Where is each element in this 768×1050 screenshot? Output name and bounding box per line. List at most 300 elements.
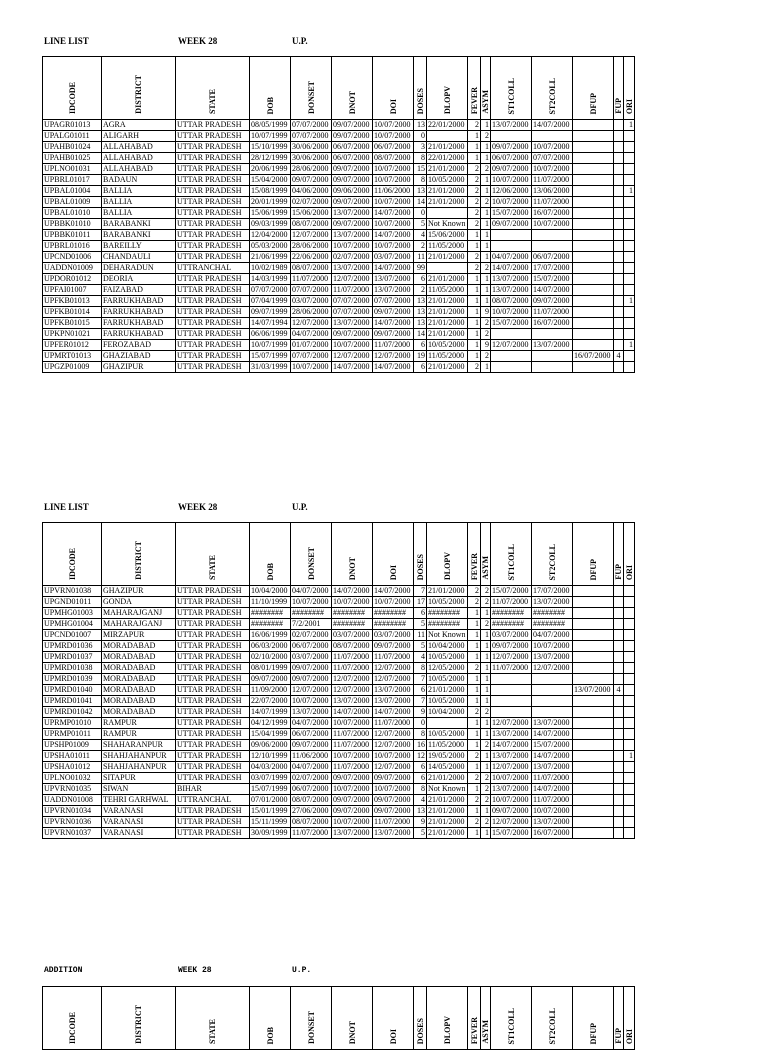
cell-dob: 07/07/2000 [250,285,291,296]
cell-dfup [573,707,614,718]
section-header [42,966,635,980]
column-header-fup [614,987,624,1050]
cell-idcode: UPGND01011 [43,597,102,608]
cell-dlopv: 10/05/2000 [427,597,468,608]
cell-asym: 1 [481,641,491,652]
cell-doses: 2 [414,241,427,252]
cell-asym: 2 [481,318,491,329]
cell-st2coll: 14/07/2000 [532,729,573,740]
cell-district: BALLIA [102,208,176,219]
cell-doses: 8 [414,663,427,674]
cell-fup [614,142,624,153]
cell-fever: 2 [468,795,481,806]
cell-dfup [573,817,614,828]
cell-ori [624,696,635,707]
cell-idcode: UPFKB01013 [43,296,102,307]
column-header-doses [414,523,427,586]
header-row [43,987,635,1050]
cell-dob: 14/03/1999 [250,274,291,285]
cell-st1coll: 04/07/2000 [491,252,532,263]
cell-ori [624,773,635,784]
cell-asym: 2 [481,197,491,208]
cell-asym: 1 [481,186,491,197]
cell-doi: 10/07/2000 [373,784,414,795]
cell-fup [614,608,624,619]
cell-state: UTTAR PRADESH [176,142,250,153]
cell-asym: 1 [481,230,491,241]
cell-doi: 10/07/2000 [373,219,414,230]
cell-dlopv: 11/05/2000 [427,241,468,252]
cell-district: BAREILLY [102,241,176,252]
cell-donset: 7/2/2001 [291,619,332,630]
column-header-dfup [573,523,614,586]
column-header-donset [291,987,332,1050]
cell-st2coll: 12/07/2000 [532,663,573,674]
cell-asym: 1 [481,718,491,729]
cell-fup [614,806,624,817]
cell-doi: 14/07/2000 [373,362,414,373]
cell-dob: 22/07/2000 [250,696,291,707]
cell-state: UTTAR PRADESH [176,340,250,351]
cell-dfup [573,285,614,296]
cell-doses: 19 [414,351,427,362]
column-header-idcode [43,523,102,586]
cell-dfup [573,186,614,197]
cell-dob: 16/06/1999 [250,630,291,641]
section-header [42,502,635,516]
cell-fever: 2 [468,707,481,718]
table-row [43,164,635,175]
cell-dnot: 09/07/2000 [332,164,373,175]
cell-asym: 2 [481,773,491,784]
cell-asym: 1 [481,751,491,762]
cell-fup [614,718,624,729]
cell-state: UTTAR PRADESH [176,828,250,839]
cell-asym: 2 [481,164,491,175]
cell-state: UTTRANCHAL [176,795,250,806]
cell-st2coll [532,241,573,252]
cell-doses: 0 [414,718,427,729]
cell-dfup [573,241,614,252]
cell-district: MIRZAPUR [102,630,176,641]
cell-fup [614,663,624,674]
section-title: LINE LIST [44,502,89,512]
cell-idcode: UPMHG01003 [43,608,102,619]
cell-st1coll: 15/07/2000 [491,318,532,329]
column-header-st2coll [532,57,573,120]
cell-fever: 2 [468,252,481,263]
cell-dnot: 09/07/2000 [332,773,373,784]
cell-ori [624,241,635,252]
table-row [43,630,635,641]
cell-st2coll: 14/07/2000 [532,120,573,131]
cell-st2coll: 14/07/2000 [532,784,573,795]
cell-doses: 6 [414,773,427,784]
cell-donset: ######## [291,608,332,619]
cell-state: BIHAR [176,784,250,795]
cell-dnot: 14/07/2000 [332,586,373,597]
cell-st2coll: 17/07/2000 [532,263,573,274]
cell-dob: 11/09/2000 [250,685,291,696]
cell-district: MORADABAD [102,696,176,707]
cell-dob: 08/05/1999 [250,120,291,131]
cell-st2coll: 10/07/2000 [532,641,573,652]
cell-fup [614,795,624,806]
cell-donset: 10/07/2000 [291,597,332,608]
table-row [43,652,635,663]
cell-district: FARRUKHABAD [102,296,176,307]
table-row [43,252,635,263]
addition-table [42,986,635,1050]
cell-idcode: UPRMP01011 [43,729,102,740]
cell-dob: 14/07/1999 [250,707,291,718]
cell-doses: 13 [414,307,427,318]
cell-donset: 09/07/2000 [291,175,332,186]
cell-dfup [573,252,614,263]
cell-dfup [573,296,614,307]
cell-doi: 03/07/2000 [373,630,414,641]
table-row [43,186,635,197]
cell-donset: 15/06/2000 [291,208,332,219]
table-row [43,175,635,186]
cell-doses: 13 [414,806,427,817]
cell-asym: 1 [481,630,491,641]
cell-state: UTTAR PRADESH [176,608,250,619]
cell-doses: 5 [414,641,427,652]
column-header-label: FUP [614,1028,623,1044]
cell-donset: 10/07/2000 [291,362,332,373]
cell-donset: 12/07/2000 [291,685,332,696]
cell-state: UTTAR PRADESH [176,351,250,362]
cell-ori [624,608,635,619]
cell-fup [614,674,624,685]
cell-st1coll [491,674,532,685]
column-header-label: ASYM [481,90,490,114]
cell-doi: 11/07/2000 [373,718,414,729]
cell-donset: 08/07/2000 [291,795,332,806]
cell-donset: 07/07/2000 [291,120,332,131]
cell-doi: 10/07/2000 [373,241,414,252]
cell-donset: 04/07/2000 [291,329,332,340]
cell-fever: 1 [468,241,481,252]
column-header-fup [614,523,624,586]
cell-donset: 02/07/2000 [291,197,332,208]
cell-fup [614,340,624,351]
column-header-st1coll [491,523,532,586]
cell-ori: 1 [624,120,635,131]
cell-dnot: 11/07/2000 [332,285,373,296]
cell-state: UTTAR PRADESH [176,329,250,340]
cell-district: FARRUKHABAD [102,318,176,329]
cell-doses: 17 [414,597,427,608]
cell-ori [624,252,635,263]
cell-st1coll: 13/07/2000 [491,729,532,740]
cell-district: MORADABAD [102,707,176,718]
column-header-fever [468,987,481,1050]
section-title: LINE LIST [44,36,89,46]
cell-ori [624,153,635,164]
cell-doses: 13 [414,296,427,307]
cell-dnot: 10/07/2000 [332,751,373,762]
cell-doses: 6 [414,274,427,285]
cell-state: UTTAR PRADESH [176,817,250,828]
cell-doses: 3 [414,142,427,153]
cell-dob: 09/07/1999 [250,307,291,318]
cell-district: FEROZABAD [102,340,176,351]
cell-st2coll [532,674,573,685]
cell-st2coll: 13/07/2000 [532,597,573,608]
cell-dfup [573,197,614,208]
cell-dfup [573,164,614,175]
cell-ori [624,674,635,685]
cell-doi: 14/07/2000 [373,586,414,597]
cell-fup [614,307,624,318]
cell-dnot: 06/07/2000 [332,142,373,153]
cell-dlopv: 11/05/2000 [427,285,468,296]
cell-dlopv: 10/05/2000 [427,652,468,663]
cell-ori [624,817,635,828]
cell-dfup [573,619,614,630]
cell-fup [614,219,624,230]
cell-fever: 2 [468,219,481,230]
table-row [43,718,635,729]
cell-fup [614,131,624,142]
cell-dfup [573,131,614,142]
column-header-label: DLOPV [442,86,452,114]
cell-district: FAIZABAD [102,285,176,296]
cell-fup [614,817,624,828]
column-header-district [102,987,176,1050]
cell-doi: 13/07/2000 [373,828,414,839]
column-header-label: FEVER [469,552,479,580]
cell-dfup [573,740,614,751]
cell-st1coll: 08/07/2000 [491,296,532,307]
cell-doses: 7 [414,696,427,707]
header-row [43,57,635,120]
column-header-dfup [573,57,614,120]
cell-st2coll: 11/07/2000 [532,773,573,784]
cell-fever: 1 [468,608,481,619]
cell-idcode: UPVRN01035 [43,784,102,795]
cell-idcode: UPFKB01014 [43,307,102,318]
cell-doses: 4 [414,230,427,241]
cell-idcode: UPAGR01013 [43,120,102,131]
cell-st1coll: 14/07/2000 [491,740,532,751]
cell-idcode: UPVRN01037 [43,828,102,839]
cell-dlopv: ######## [427,608,468,619]
cell-fever: 1 [468,131,481,142]
cell-doses: 12 [414,751,427,762]
cell-dlopv: 21/01/2000 [427,685,468,696]
cell-dnot: 11/07/2000 [332,762,373,773]
cell-fever: 1 [468,674,481,685]
cell-dfup [573,773,614,784]
cell-st1coll: 12/07/2000 [491,652,532,663]
cell-asym: 2 [481,619,491,630]
cell-doses: 15 [414,164,427,175]
cell-ori [624,828,635,839]
cell-idcode: UPLNO01031 [43,164,102,175]
cell-asym: 1 [481,362,491,373]
table-row [43,608,635,619]
cell-fever: 2 [468,362,481,373]
cell-st1coll [491,685,532,696]
column-header-label: DLOPV [442,1016,452,1044]
cell-dnot: 12/07/2000 [332,674,373,685]
cell-dlopv: Not Known [428,219,466,228]
cell-district: MORADABAD [102,652,176,663]
column-header-dnot [332,987,373,1050]
table-row [43,696,635,707]
cell-st2coll: 11/07/2000 [532,307,573,318]
cell-dnot: 14/07/2000 [332,362,373,373]
column-header-label: ST1COLL [506,1007,516,1044]
cell-state: UTTAR PRADESH [176,186,250,197]
table-row [43,329,635,340]
column-header-label: DFUP [588,1022,598,1044]
cell-fever: 2 [468,773,481,784]
cell-doses: 9 [414,817,427,828]
cell-dnot: 13/07/2000 [332,696,373,707]
table-row [43,619,635,630]
cell-donset: 11/07/2000 [291,274,332,285]
cell-doi: 13/07/2000 [373,696,414,707]
cell-ori [624,718,635,729]
cell-st2coll: 16/07/2000 [532,828,573,839]
cell-st1coll: 13/07/2000 [491,784,532,795]
cell-doses: 0 [414,208,427,219]
cell-dob: 10/07/1999 [250,340,291,351]
cell-fever: 1 [468,285,481,296]
cell-doses: 8 [414,153,427,164]
cell-st2coll: 09/07/2000 [532,296,573,307]
cell-dob: 10/02/1989 [250,263,291,274]
table-row [43,340,635,351]
cell-st1coll: 12/06/2000 [491,186,532,197]
cell-doi: 11/07/2000 [373,652,414,663]
column-header-state [176,523,250,586]
cell-donset: 28/06/2000 [291,241,332,252]
cell-state: UTTAR PRADESH [176,663,250,674]
column-header-st1coll [491,57,532,120]
cell-doi: 09/07/2000 [373,641,414,652]
cell-dlopv: 10/05/2000 [427,729,468,740]
cell-fever: 2 [468,186,481,197]
cell-district: MORADABAD [102,663,176,674]
cell-dlopv: Not Known [428,630,466,639]
cell-st2coll: 13/07/2000 [532,652,573,663]
cell-dfup [573,828,614,839]
cell-asym: 2 [481,784,491,795]
column-header-label: ST2COLL [547,543,557,580]
column-header-label: DOB [265,96,275,114]
cell-dob: 12/04/2000 [250,230,291,241]
cell-ori [624,307,635,318]
cell-fever: 2 [468,263,481,274]
section-region: U.P. [292,966,312,975]
table-row [43,817,635,828]
column-header-label: DLOPV [442,552,452,580]
column-header-asym [481,987,491,1050]
cell-fever: 2 [468,208,481,219]
cell-doses: 13 [414,318,427,329]
column-header-label: FUP [614,98,623,114]
cell-st2coll [532,696,573,707]
cell-doses: 4 [414,652,427,663]
cell-ori [624,762,635,773]
cell-state: UTTAR PRADESH [176,153,250,164]
cell-doses: 5 [414,219,427,230]
table-row [43,120,635,131]
cell-state: UTTAR PRADESH [176,208,250,219]
cell-dlopv: 22/01/2000 [427,120,468,131]
cell-st2coll: 10/07/2000 [532,806,573,817]
cell-doi: 09/07/2000 [373,806,414,817]
cell-st2coll: ######## [532,619,573,630]
table-row [43,641,635,652]
cell-st2coll [532,351,573,362]
cell-idcode: UPLNO01032 [43,773,102,784]
cell-dnot: 10/07/2000 [332,597,373,608]
cell-dnot: 12/07/2000 [332,351,373,362]
column-header-st1coll [491,987,532,1050]
column-header-label: FUP [614,564,623,580]
cell-state: UTTAR PRADESH [176,175,250,186]
cell-asym: 1 [481,696,491,707]
cell-fup [614,619,624,630]
cell-dlopv: ######## [427,619,468,630]
cell-asym: 2 [481,707,491,718]
column-header-st2coll [532,523,573,586]
cell-dlopv [427,263,468,274]
cell-district: ALLAHABAD [102,153,176,164]
cell-ori [624,597,635,608]
cell-district: MORADABAD [102,641,176,652]
cell-fup [614,230,624,241]
cell-dob: 02/10/2000 [250,652,291,663]
cell-district: ALIGARH [102,131,176,142]
cell-state: UTTAR PRADESH [176,307,250,318]
cell-doi: 10/07/2000 [373,120,414,131]
column-header-label: DNOT [347,90,357,114]
cell-fever: 2 [468,175,481,186]
cell-st2coll: 04/07/2000 [532,630,573,641]
cell-st1coll: 15/07/2000 [491,208,532,219]
cell-dfup [573,318,614,329]
cell-dob: 20/06/1999 [250,164,291,175]
column-header-label: DOSES [415,87,425,114]
cell-dfup [573,362,614,373]
cell-donset: 04/07/2000 [291,718,332,729]
cell-ori [624,230,635,241]
table-row [43,351,635,362]
cell-idcode: UPDOR01012 [43,274,102,285]
line-list-section-2 [42,502,635,839]
cell-donset: 06/07/2000 [291,784,332,795]
cell-ori [624,740,635,751]
column-header-dnot [332,523,373,586]
cell-dlopv [427,718,468,729]
cell-dfup [573,142,614,153]
cell-doi: 14/07/2000 [373,230,414,241]
cell-dob: 04/12/1999 [250,718,291,729]
cell-district: GHAZIPUR [102,362,176,373]
column-header-ori [624,987,635,1050]
table-row [43,131,635,142]
cell-st1coll: 14/07/2000 [491,263,532,274]
cell-fever: 1 [468,806,481,817]
cell-state: UTTAR PRADESH [176,762,250,773]
